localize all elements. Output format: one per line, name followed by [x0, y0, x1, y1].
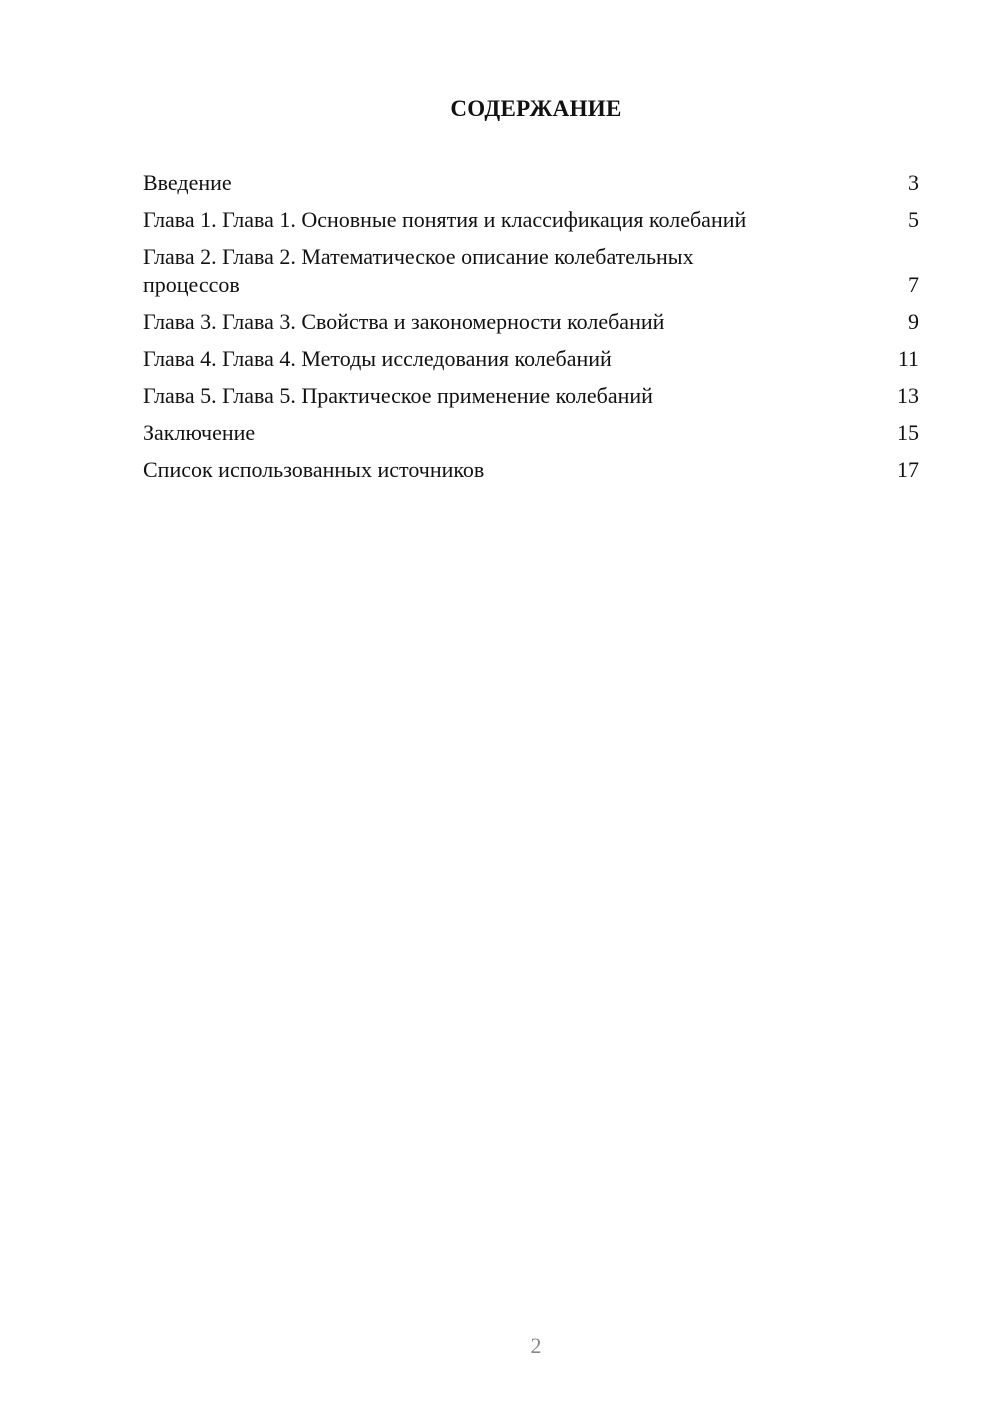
toc-entry-chapter-4 [143, 345, 919, 373]
toc-entry-page: 5 [908, 207, 919, 232]
toc-entry-page: 17 [897, 457, 919, 482]
toc-entry-page: 13 [897, 383, 919, 408]
toc-entry-conclusion [143, 419, 919, 447]
toc-entry-page: 3 [908, 170, 919, 195]
toc-entry-page: 7 [908, 272, 919, 297]
toc-entry-label: Список использованных источников [143, 457, 485, 482]
toc-entry-label: Заключение [143, 420, 256, 445]
toc-entry-chapter-5 [143, 382, 919, 410]
page-title: СОДЕРЖАНИЕ [450, 96, 622, 121]
toc-entry-page: 9 [908, 309, 919, 334]
toc-entry-label: Глава 2. Глава 2. Математическое описание колебательных процессов [143, 244, 694, 297]
page-number: 2 [530, 1333, 542, 1358]
toc-entry-chapter-1 [143, 206, 919, 234]
toc-entry-chapter-2 [143, 243, 919, 299]
toc-entry-page: 11 [897, 346, 919, 371]
toc-entry-introduction [143, 169, 919, 197]
toc-entry-chapter-3 [143, 308, 919, 336]
toc-entry-label: Глава 5. Глава 5. Практическое применение колебаний [143, 383, 653, 408]
toc-entry-page: 15 [897, 420, 919, 445]
toc-entry-label: Глава 3. Глава 3. Свойства и закономерности колебаний [143, 309, 665, 334]
toc-entry-references [143, 456, 919, 484]
table-of-contents [143, 169, 919, 493]
toc-entry-label: Глава 1. Глава 1. Основные понятия и классификация колебаний [143, 207, 747, 232]
toc-entry-label: Глава 4. Глава 4. Методы исследования колебаний [143, 346, 612, 371]
toc-entry-label: Введение [143, 170, 232, 195]
